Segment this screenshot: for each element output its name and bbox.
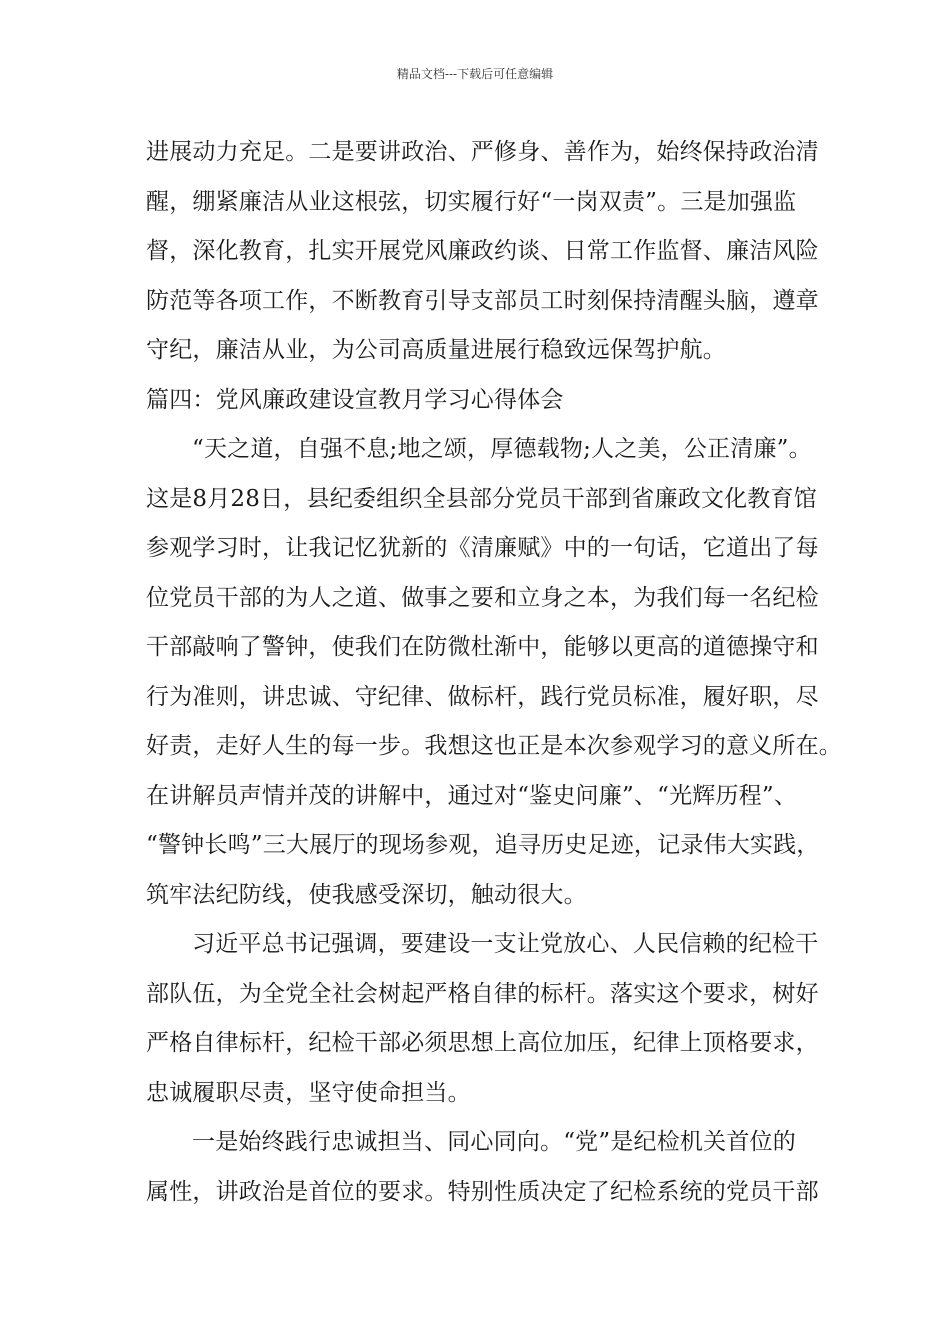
- text-line: 严格自律标杆，纪检干部必须思想上高位加压，纪律上顶格要求，: [146, 1030, 819, 1056]
- text-line: 位党员干部的为人之道、做事之要和立身之本，为我们每一名纪检: [146, 584, 819, 611]
- text-line: 忠诚履职尽责，坚守使命担当。: [146, 1079, 471, 1106]
- section-heading: 篇四：党风廉政建设宣教月学习心得体会: [146, 386, 564, 413]
- text-line: 部队伍，为全党全社会树起严格自律的标杆。落实这个要求，树好: [146, 980, 819, 1007]
- text-line: 醒，绷紧廉洁从业这根弦，切实履行好“一岗双责”。三是加强监: [146, 188, 797, 215]
- text-line: 这是8月28日，县纪委组织全县部分党员干部到省廉政文化教育馆: [146, 485, 817, 512]
- text-line: 督，深化教育，扎实开展党风廉政约谈、日常工作监督、廉洁风险: [146, 238, 819, 264]
- text-line: 防范等各项工作，不断教育引导支部员工时刻保持清醒头脑，遵章: [146, 287, 819, 314]
- text-line: “警钟长鸣”三大展厅的现场参观，追寻历史足迹，记录伟大实践，: [146, 832, 820, 858]
- document-body: [146, 128, 842, 1217]
- text-line: 在讲解员声情并茂的讲解中，通过对“鉴史问廉”、“光辉历程”、: [146, 782, 798, 809]
- page-header: 精品文档---下载后可任意编辑: [396, 67, 554, 81]
- text-line: 属性，讲政治是首位的要求。特别性质决定了纪检系统的党员干部: [146, 1178, 819, 1205]
- text-line: 好责，走好人生的每一步。我想这也正是本次参观学习的意义所在。: [146, 733, 842, 759]
- text-line: 筑牢法纪防线，使我感受深切，触动很大。: [146, 881, 587, 908]
- text-line: “天之道，自强不息;地之颂，厚德载物;人之美，公正清廉”。: [192, 436, 812, 462]
- text-line: 参观学习时，让我记忆犹新的《清廉赋》中的一句话，它道出了每: [146, 535, 819, 561]
- text-line: 干部敲响了警钟，使我们在防微杜渐中，能够以更高的道德操守和: [146, 634, 819, 660]
- text-line: 进展动力充足。二是要讲政治、严修身、善作为，始终保持政治清: [146, 139, 819, 165]
- text-line: 守纪，廉洁从业，为公司高质量进展行稳致远保驾护航。: [146, 337, 726, 363]
- text-line: 一是始终践行忠诚担当、同心同向。“党”是纪检机关首位的: [192, 1129, 796, 1155]
- text-line: 习近平总书记强调，要建设一支让党放心、人民信赖的纪检干: [192, 931, 819, 957]
- text-line: 行为准则，讲忠诚、守纪律、做标杆，践行党员标准，履好职，尽: [146, 683, 819, 710]
